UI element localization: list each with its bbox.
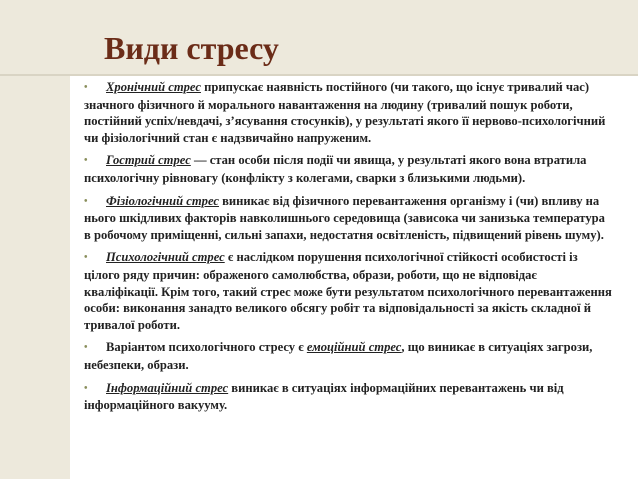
- item-text: виникає від фізичного перевантаження організму і (чи) впливу на нього шкідливих факторів навколишнього середовища (зависока чи занизька температура в робочому приміщенні, сильні запахи, недостатня освітленість, підвищений рівень шуму).: [84, 193, 605, 242]
- item-text: є наслідком порушення психологічної стійкості особистості із цілого ряду причин: ображеного самолюбства, образи, роботи, що не відповідає кваліфікації. Крім того, такий стрес може бути результатом психологічного перевантаження особи: виконання занадто великого обсягу робіт та відповідальності за якість складної й тривалої роботи.: [84, 250, 612, 332]
- term: Інформаційний стрес: [106, 380, 229, 395]
- list-item-emotional: [84, 339, 614, 373]
- list-item-psychological: [84, 249, 614, 333]
- bullet: •: [84, 342, 88, 354]
- term: Фізіологічний стрес: [106, 193, 219, 208]
- item-prefix: Варіантом психологічного стресу є: [106, 340, 307, 355]
- list-item-informational: [84, 380, 614, 414]
- item-text: , що виникає в ситуаціях загрози, небезпеки, образи.: [84, 340, 593, 372]
- slide-content: [84, 79, 614, 420]
- bullet: •: [84, 382, 88, 394]
- term: Гострий стрес: [106, 153, 191, 168]
- bullet: •: [84, 155, 88, 167]
- left-decor-band: [0, 0, 70, 479]
- list-item-chronic: [84, 79, 614, 146]
- list-item-physiological: [84, 193, 614, 244]
- term: Психологічний стрес: [106, 250, 225, 265]
- item-text: припускає наявність постійного (чи такого, що існує тривалий час) значного фізичного й морального навантаження на людину (тривалий пошук роботи, постійний успіх/невдачі, з’ясування стосунків), у результаті якого її нервово-психологічний чи фізіологічний стан є надзвичайно напруженим.: [84, 80, 606, 145]
- item-text: — стан особи після події чи явища, у результаті якого вона втратила психологічну рівновагу (конфлікту з колегами, сварки з близькими людьми).: [84, 153, 587, 185]
- bullet: •: [84, 82, 88, 93]
- title-divider: [0, 74, 638, 76]
- term: Хронічний стрес: [106, 80, 201, 94]
- term: емоційний стрес: [306, 340, 402, 355]
- list-item-acute: [84, 152, 614, 186]
- item-text: виникає в ситуаціях інформаційних перевантажень чи від інформаційного вакууму.: [84, 380, 564, 413]
- bullet: •: [84, 252, 88, 264]
- slide-title: Види стресу: [104, 30, 279, 66]
- bullet: •: [84, 195, 88, 207]
